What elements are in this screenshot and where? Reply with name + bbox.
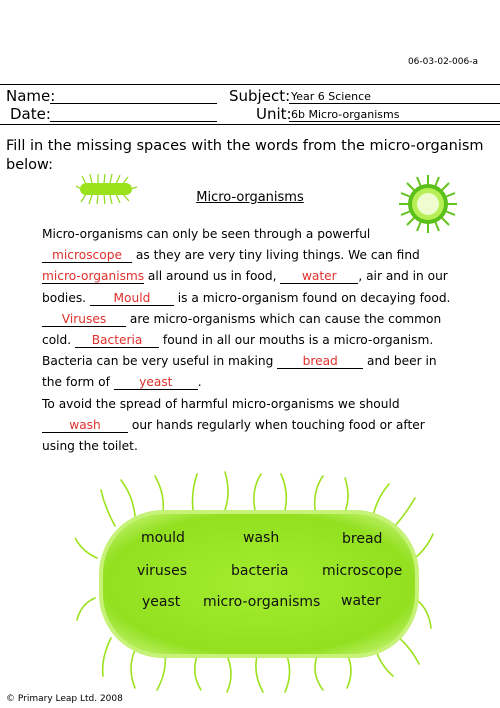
passage-line (42, 351, 482, 372)
answer-blank[interactable]: micro-organisms (42, 269, 145, 284)
subject-label: Subject: (229, 87, 291, 105)
passage-text: and beer in (363, 354, 437, 369)
passage-line (42, 394, 482, 415)
worksheet-title: Micro-organisms (196, 190, 304, 205)
passage-text: Bacteria can be very useful in making (42, 354, 278, 369)
passage-text: using the toilet. (42, 438, 138, 453)
word-bank-item: microscope (322, 563, 403, 579)
word-bank-item: water (341, 593, 381, 609)
worksheet-code: 06-03-02-006-a (407, 57, 478, 67)
answer-blank[interactable]: Mould (90, 291, 174, 306)
word-bank-item: mould (141, 530, 185, 546)
copyright-footer: © Primary Leap Ltd. 2008 (6, 694, 123, 704)
unit-field[interactable] (289, 106, 500, 122)
passage-text: found in all our mouths is a micro-organism. (159, 332, 434, 347)
answer-blank[interactable]: microscope (42, 248, 132, 263)
word-bank-item: yeast (142, 594, 181, 610)
header-top-rule (0, 84, 500, 85)
passage-text: cold. (42, 332, 76, 347)
date-label: Date: (10, 105, 51, 123)
word-bank-item: bread (342, 531, 383, 547)
passage-line (42, 436, 482, 457)
passage-line (42, 224, 482, 245)
answer-blank[interactable]: Bacteria (75, 333, 159, 348)
answer-blank[interactable]: Viruses (42, 312, 126, 327)
word-bank-item: wash (243, 530, 280, 546)
fill-in-passage (42, 224, 482, 457)
name-field[interactable] (50, 88, 217, 104)
passage-text: . (197, 375, 202, 390)
date-field[interactable] (50, 106, 217, 122)
word-bank-bacterium (75, 468, 435, 694)
header-bottom-rule (0, 124, 500, 125)
passage-line (42, 372, 482, 393)
passage-text: is a micro-organism found on decaying food. (173, 290, 451, 305)
answer-blank[interactable]: wash (42, 418, 128, 433)
passage-text: all around us in food, (144, 269, 281, 284)
subject-field[interactable] (289, 88, 500, 104)
answer-blank[interactable]: bread (277, 354, 363, 369)
passage-line (42, 266, 482, 287)
word-bank-item: micro-organisms (203, 594, 321, 610)
passage-line (42, 415, 482, 436)
passage-line (42, 245, 482, 266)
passage-text: are micro-organisms which can cause the common (126, 311, 442, 326)
passage-text: Micro-organisms can only be seen through a powerful (42, 227, 371, 241)
passage-text: To avoid the spread of harmful micro-organisms we should (42, 396, 400, 411)
passage-text: the form of (42, 375, 114, 390)
answer-blank[interactable]: yeast (114, 375, 198, 390)
passage-line (42, 330, 482, 351)
passage-text: bodies. (42, 290, 90, 305)
word-bank-item: bacteria (231, 563, 289, 579)
passage-text: as they are very tiny living things. We can find (132, 248, 420, 263)
passage-text: our hands regularly when touching food or after (128, 417, 425, 432)
name-label: Name: (6, 87, 56, 105)
word-bank-item: viruses (137, 563, 188, 579)
instructions: Fill in the missing spaces with the words from the micro-organism below: (6, 138, 484, 173)
passage-line (42, 309, 482, 330)
answer-blank[interactable]: water (280, 269, 358, 284)
unit-label: Unit: (256, 105, 292, 123)
subject-value: Year 6 Science (291, 90, 371, 103)
passage-text: , air and in our (358, 269, 448, 284)
passage-line (42, 288, 482, 309)
unit-value: 6b Micro-organisms (291, 108, 400, 121)
